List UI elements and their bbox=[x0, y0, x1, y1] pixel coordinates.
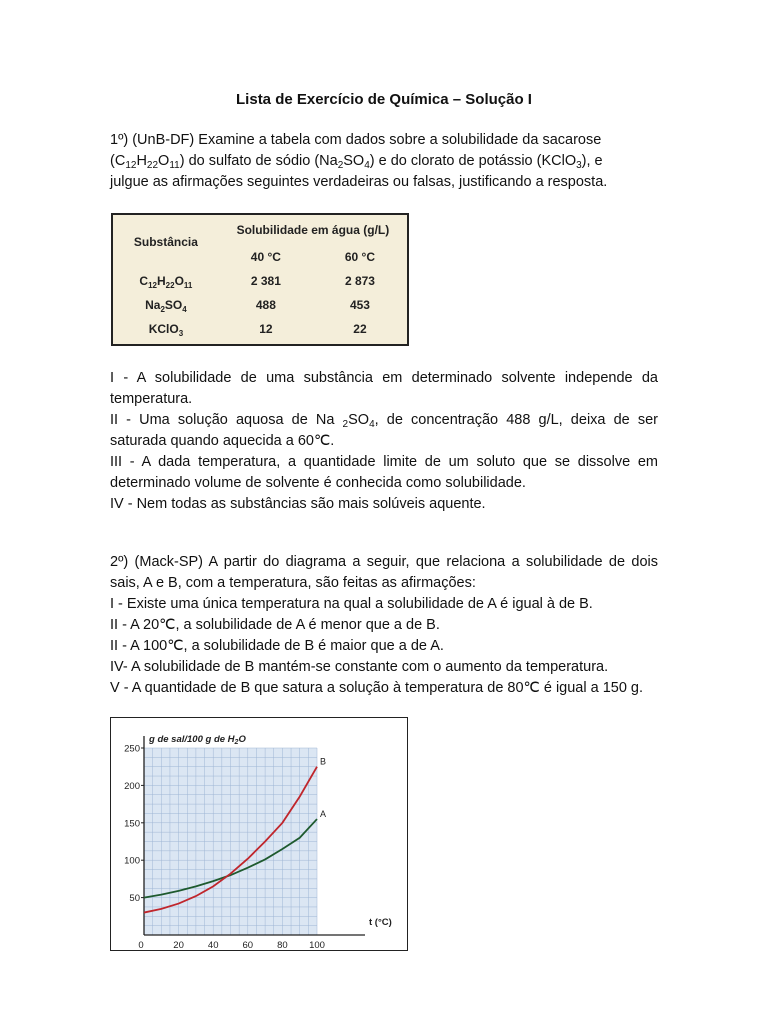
question-1-line-3: julgue as afirmações seguintes verdadeiras ou falsas, justificando a resposta. bbox=[110, 174, 608, 190]
chart-svg bbox=[111, 718, 407, 950]
chart-x-tick-label: 60 bbox=[242, 940, 254, 950]
solubility-table bbox=[113, 215, 407, 341]
statement-4: IV - Nem todas as substâncias são mais solúveis aquente. bbox=[110, 496, 486, 512]
page-title: Lista de Exercício de Química – Solução I bbox=[236, 91, 532, 108]
statement-3: II - A 100℃, a solubilidade de B é maior que a de A. bbox=[110, 638, 444, 654]
statement-1: I - A solubilidade de uma substância em determinado solvente independe da temperatura. bbox=[110, 370, 658, 407]
chart-x-tick-label: 0 bbox=[138, 940, 144, 950]
question-2 bbox=[110, 552, 658, 699]
table-cell-value: 488 bbox=[255, 298, 276, 312]
chart-y-tick-label: 200 bbox=[124, 780, 140, 792]
chart-x-tick-label: 40 bbox=[207, 940, 219, 950]
chart-x-tick-label: 100 bbox=[309, 940, 325, 950]
table-cell-value: 2 873 bbox=[344, 274, 375, 288]
chart-x-axis-label: t (°C) bbox=[369, 917, 392, 928]
table-header-substance: Substância bbox=[133, 235, 198, 249]
table-cell-formula: KClO$_3$ bbox=[148, 322, 184, 338]
chart-y-tick-label: 250 bbox=[124, 743, 140, 755]
solubility-table-image bbox=[111, 213, 409, 346]
question-2-intro: 2º) (Mack-SP) A partir do diagrama a seguir, que relaciona a solubilidade de dois sais, A e B, com a temperatura, são feitas as afirmações: bbox=[110, 554, 658, 591]
table-cell-value: 2 381 bbox=[250, 274, 281, 288]
solubility-chart bbox=[110, 717, 408, 951]
statement-2: II - A 20℃, a solubilidade de A é menor que a de B. bbox=[110, 617, 440, 633]
table-row bbox=[113, 293, 407, 317]
question-1-line-1: 1º) (UnB-DF) Examine a tabela com dados sobre a solubilidade da sacarose bbox=[110, 132, 602, 148]
question-1-statements bbox=[110, 368, 658, 515]
statement-1: I - Existe uma única temperatura na qual a solubilidade de A é igual à de B. bbox=[110, 596, 593, 612]
chart-series-label-b: B bbox=[320, 756, 327, 767]
chart-x-tick-label: 20 bbox=[173, 940, 184, 950]
statement-4: IV- A solubilidade de B mantém-se constante com o aumento da temperatura. bbox=[110, 659, 609, 675]
statement-5: V - A quantidade de B que satura a solução à temperatura de 80℃ é igual a 150 g. bbox=[110, 680, 644, 696]
table-cell-formula: $Na_2SO_4$ bbox=[145, 298, 187, 314]
table-cell-value: 12 bbox=[259, 322, 273, 336]
statement-3: III - A dada temperatura, a quantidade limite de um soluto que se dissolve em determinado volume de solvente é conhecida como solubilidade. bbox=[110, 454, 658, 491]
chart-series-label-a: A bbox=[320, 809, 327, 820]
statement-2: II - Uma solução aquosa de Na $_2SO_4$, de concentração 488 g/L, deixa de ser saturada quando aquecida a 60℃. bbox=[110, 412, 658, 449]
chart-y-tick-label: 50 bbox=[129, 893, 140, 905]
table-row bbox=[113, 317, 407, 341]
chart-x-tick-label: 80 bbox=[277, 940, 288, 950]
table-header-temp-60: 60 °C bbox=[344, 250, 376, 264]
table-cell-formula: $C_{12}H_{22}O_{11}$ bbox=[139, 274, 193, 290]
table-header-temp-40: 40 °C bbox=[250, 250, 281, 264]
question-1-prompt bbox=[110, 130, 658, 193]
chart-y-tick-label: 100 bbox=[124, 855, 140, 867]
table-cell-value: 22 bbox=[353, 322, 367, 336]
chart-y-tick-label: 150 bbox=[124, 818, 140, 830]
table-header-solubility: Solubilidade em água (g/L) bbox=[236, 223, 390, 237]
table-cell-value: 453 bbox=[349, 298, 370, 312]
chart-y-axis-label: g de sal/100 g de $H_2O$ bbox=[149, 734, 246, 746]
table-row bbox=[113, 269, 407, 293]
question-1-line-2: $(C_{12}H_{22}O_{11})$ do sulfato de sódio $(Na_2SO_4)$ e do clorato de potássio (KClO$_3$), e bbox=[110, 153, 603, 171]
